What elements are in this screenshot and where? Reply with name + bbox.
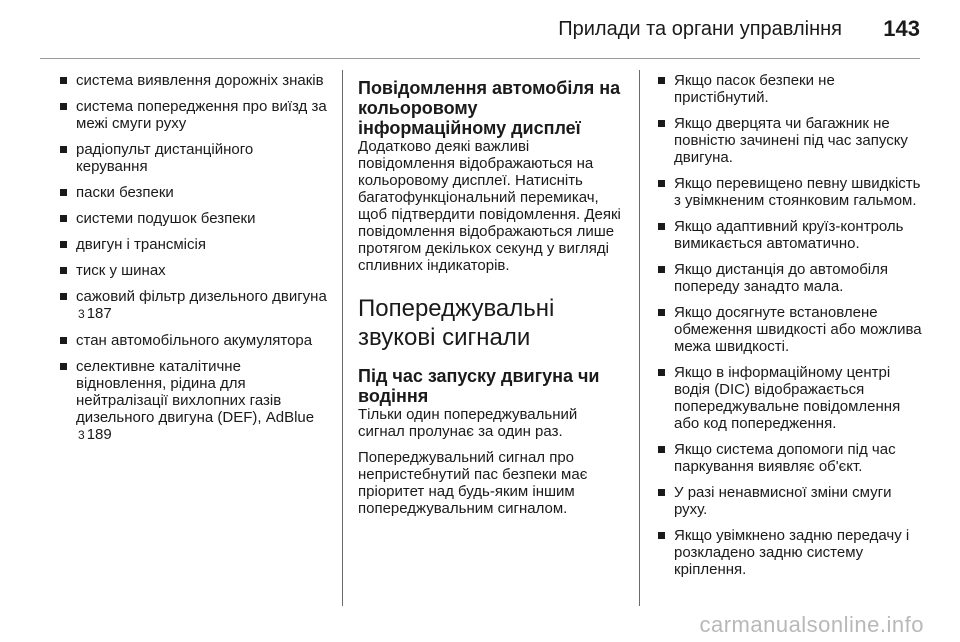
body-paragraph: Додатково деякі важливі повідомлення відображаються на кольоровому дисплеї. Натисніть багатофункціональний перемикач, щоб підтвердити повідомлення. Деякі повідомлення відображаються лише протягом декількох секунд у вигляді спливних індикаторів. [358, 138, 621, 274]
list-item: Якщо пасок безпеки не пристібнутий. [656, 72, 926, 106]
list-item: Якщо в інформаційному центрі водія (DIC) відображається попереджувальне повідомлення або код попередження. [656, 364, 926, 432]
warning-chime-list [656, 72, 926, 578]
list-item: Якщо увімкнено задню передачу і розкладено задню систему кріплення. [656, 527, 926, 578]
page-ref-link[interactable]: 189 [86, 426, 112, 443]
monitoring-list [58, 72, 328, 444]
list-item-scr [58, 358, 328, 444]
list-item: система попередження про виїзд за межі смуги руху [58, 98, 328, 132]
list-item: радіопульт дистанційного керування [58, 141, 328, 175]
list-item-text: сажовий фільтр дизельного двигуна [76, 288, 327, 305]
list-item: паски безпеки [58, 184, 328, 201]
list-item-filter [58, 288, 328, 323]
subsection-heading: Повідомлення автомобіля на кольоровому інформаційному дисплеї [358, 78, 621, 138]
body-paragraph: Попереджувальний сигнал про непристебнутий пас безпеки має пріоритет над будь-яким іншим попереджувальним сигналом. [358, 449, 588, 517]
column-divider-left [342, 70, 343, 606]
page-header [0, 0, 960, 58]
watermark: carmanualsonline.info [699, 612, 924, 637]
left-column [58, 72, 328, 453]
page-ref-arrow-icon: 3 [78, 428, 85, 442]
section-title: Попереджувальні звукові сигнали [358, 295, 555, 351]
list-item: тиск у шинах [58, 262, 328, 279]
list-item: системи подушок безпеки [58, 210, 328, 227]
right-column [656, 72, 926, 587]
middle-column [358, 78, 626, 526]
list-item: Якщо система допомоги під час паркування виявляє об'єкт. [656, 441, 926, 475]
list-item: У разі ненавмисної зміни смуги руху. [656, 484, 926, 518]
list-item: Якщо досягнуте встановлене обмеження швидкості або можлива межа швидкості. [656, 304, 926, 355]
list-item: стан автомобільного акумулятора [58, 332, 328, 349]
subsection-heading: Під час запуску двигуна чи водіння [358, 366, 600, 406]
list-item: двигун і трансмісія [58, 236, 328, 253]
header-divider [40, 58, 920, 59]
body-paragraph: Тільки один попереджувальний сигнал пролунає за один раз. [358, 406, 578, 440]
list-item-text: селективне каталітичне відновлення, рідина для нейтралізації вихлопних газів дизельного двигуна (DEF), AdBlue [76, 358, 315, 426]
page-number: 143 [883, 16, 920, 41]
list-item: Якщо адаптивний круїз-контроль вимикається автоматично. [656, 218, 926, 252]
list-item: Якщо дверцята чи багажник не повністю зачинені під час запуску двигуна. [656, 115, 926, 166]
header-title: Прилади та органи управління [558, 18, 842, 40]
page-ref-link[interactable]: 187 [86, 305, 112, 322]
list-item: Якщо перевищено певну швидкість з увімкненим стоянковим гальмом. [656, 175, 926, 209]
column-divider-right [639, 70, 640, 606]
page-ref-arrow-icon: 3 [78, 307, 85, 321]
list-item: Якщо дистанція до автомобіля попереду занадто мала. [656, 261, 926, 295]
list-item: система виявлення дорожніх знаків [58, 72, 328, 89]
